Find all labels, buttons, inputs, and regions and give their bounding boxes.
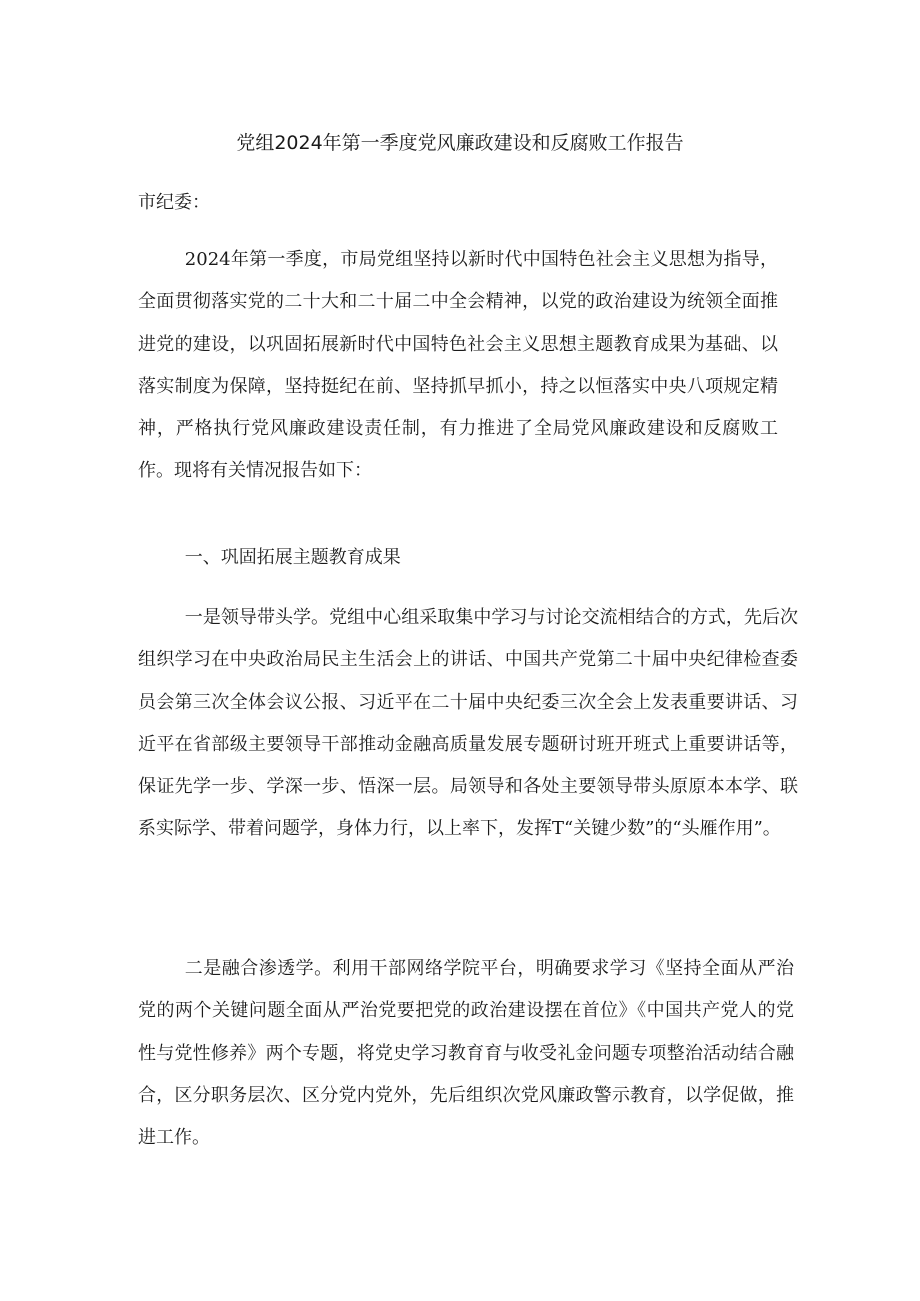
body-paragraph: 二是融合渗透学。利用干部网络学院平台，明确要求学习《坚持全面从严治党的两个关键问题全面从严治党要把党的政治建设摆在首位》《中国共产党人的党性与党性修养》两个专题，将党史学习教育育与收受礼金问题专项整治活动结合融合，区分职务层次、区分党内党外，先后组织次党风廉政警示教育，以学促做，推进工作。 (138, 958, 794, 1149)
section-heading: 一、巩固拓展主题教育成果 (184, 547, 401, 568)
body-paragraph: 一是领导带头学。党组中心组采取集中学习与讨论交流相结合的方式，先后次组织学习在中央政治局民主生活会上的讲话、中国共产党第二十届中央纪律检查委员会第三次全体会议公报、习近平在二十届中央纪委三次全会上发表重要讲话、习近平在省部级主要领导干部推动金融高质量发展专题研讨班开班式上重要讲话等，保证先学一步、学深一步、悟深一层。局领导和各处主要领导带头原原本本学、联系实际学、带着问题学，身体力行，以上率下，发挥T“关键少数”的“头雁作用”。 (138, 607, 798, 840)
intro-paragraph: 2024年第一季度，市局党组坚持以新时代中国特色社会主义思想为指导，全面贯彻落实党的二十大和二十届二中全会精神，以党的政治建设为统领全面推进党的建设，以巩固拓展新时代中国特色社会主义思想主题教育成果为基础、以落实制度为保障，坚持挺纪在前、坚持抓早抓小，持之以恒落实中央八项规定精神，严格执行党风廉政建设责任制，有力推进了全局党风廉政建设和反腐败工作。现将有关情况报告如下： (138, 249, 778, 482)
page-title: 党组2024年第一季度党风廉政建设和反腐败工作报告 (236, 132, 684, 154)
salutation: 市纪委： (138, 192, 210, 213)
